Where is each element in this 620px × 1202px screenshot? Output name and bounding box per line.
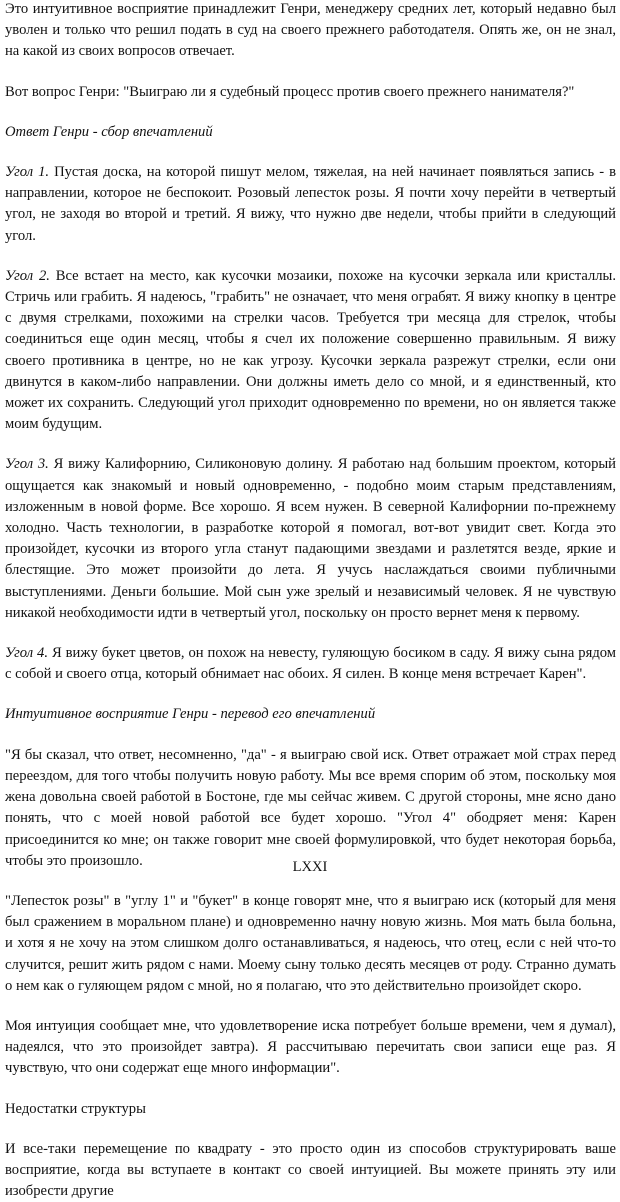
section-heading-translation: Интуитивное восприятие Генри - перевод его впечатлений (5, 706, 376, 723)
corner-4-label: Угол 4. (5, 645, 48, 662)
corner-3-text: Я вижу Калифорнию, Силиконовую долину. Я работаю над большим проектом, который ощущается как знакомый и новый одновременно, - подобно моим старым представлениям, изложенным в новой форме. Все хорошо. Я всем нужен. В северной Калифорнии по-прежнему холодно. Часть технологии, в разработке которой я помогал, вот-вот увидит свет. Когда это произойдет, кусочки из второго угла станут падающими звездами и разлетятся везде, яркие и блестящие. Это может произойти до лета. Я учусь наслаждаться своими публичными выступлениями. Деньги большие. Мой сын уже зрелый и независимый человек. Я не чувствую никакой необходимости идти в четвертый угол, поскольку он просто вернет меня к первому. (5, 456, 616, 621)
corner-1-label: Угол 1. (5, 164, 50, 181)
intro-paragraph: Это интуитивное восприятие принадлежит Генри, менеджеру средних лет, который недавно был уволен и только что решил подать в суд на своего прежнего работодателя. Опять же, он не знал, на какой из своих вопросов отвечает. (5, 1, 616, 60)
corner-2-paragraph (5, 266, 616, 436)
corner-1-text: Пустая доска, на которой пишут мелом, тяжелая, на ней начинает появляться запись - в направлении, которое не беспокоит. Розовый лепесток розы. Я почти хочу перейти в четвертый угол, не заходя во второй и третий. Я вижу, что нужно две недели, чтобы прийти в следующий угол. (5, 164, 616, 244)
corner-4-text: Я вижу букет цветов, он похож на невесту, гуляющую босиком в саду. Я вижу сына рядом с собой и своего отца, который обнимает нас обоих. Я силен. В конце меня встречает Карен". (5, 645, 616, 683)
corner-2-text: Все встает на место, как кусочки мозаики, похоже на кусочки зеркала или кристаллы. Стричь или грабить. Я надеюсь, "грабить" не означает, что меня ограбят. Я вижу кнопку в центре с двумя стрелками, похожими на стрелки часов. Требуется три месяца для стрелок, чтобы соединиться еще один месяц, чтобы я счел их положение совершенно правильным. Я вижу своего противника в центре, но не как угрозу. Кусочки зеркала разрежут стрелки, если они двинутся в каком-либо направлении. Они должны иметь дело со мной, и я единственный, кто может их сохранить. Следующий угол приходит одновременно по времени, но он является также моим будущим. (5, 267, 616, 433)
corner-2-label: Угол 2. (5, 267, 50, 284)
corner-1-paragraph (5, 162, 616, 247)
corner-3-paragraph (5, 454, 616, 624)
corner-3-label: Угол 3. (5, 456, 49, 473)
question-paragraph: Вот вопрос Генри: "Выиграю ли я судебный процесс против своего прежнего нанимателя?" (5, 83, 575, 100)
translation-paragraph-1: "Я бы сказал, что ответ, несомненно, "да" - я выиграю свой иск. Ответ отражает мой страх перед переездом, для того чтобы получить новую работу. Мы все время спорим об этом, поскольку моя жена довольна своей работой в Бостоне, где мы сейчас живем. С другой стороны, мне ясно дано понять, что с моей новой работой все будет хорошо. "Угол 4" ободряет меня: Карен присоединится ко мне; он также говорит мне своей формулировкой, что будет некоторая борьба, чтобы это произошло. (5, 746, 616, 869)
section-heading-structure-flaws: Недостатки структуры (5, 1100, 146, 1117)
translation-paragraph-2: "Лепесток розы" в "углу 1" и "букет" в конце говорят мне, что я выиграю иск (который для меня был сражением в моральном плане) и одновременно начну новую жизнь. Моя мать была больна, и хотя я не хочу на этом слишком долго останавливаться, я надеюсь, что отец, если с ней что-то случится, решит жить рядом с нами. Моему сыну только десять месяцев от роду. Странно думать о нем как о гуляющем рядом с мной, но я полагаю, что это действительно произойдет скоро. (5, 892, 616, 994)
document-page (5, 0, 616, 1202)
page-number: LXXI (292, 859, 328, 875)
structure-paragraph: И все-таки перемещение по квадрату - это просто один из способов структурировать ваше восприятие, когда вы вступаете в контакт со своей интуицией. Вы можете принять эту или изобрести другие (5, 1140, 616, 1200)
corner-4-paragraph (5, 643, 616, 685)
translation-paragraph-3: Моя интуиция сообщает мне, что удовлетворение иска потребует больше времени, чем я думал), надеялся, что это произойдет завтра). Я рассчитываю перечитать свои записи еще раз. Я чувствую, что они содержат еще много информации". (5, 1017, 616, 1077)
section-heading-impressions: Ответ Генри - сбор впечатлений (5, 123, 213, 140)
